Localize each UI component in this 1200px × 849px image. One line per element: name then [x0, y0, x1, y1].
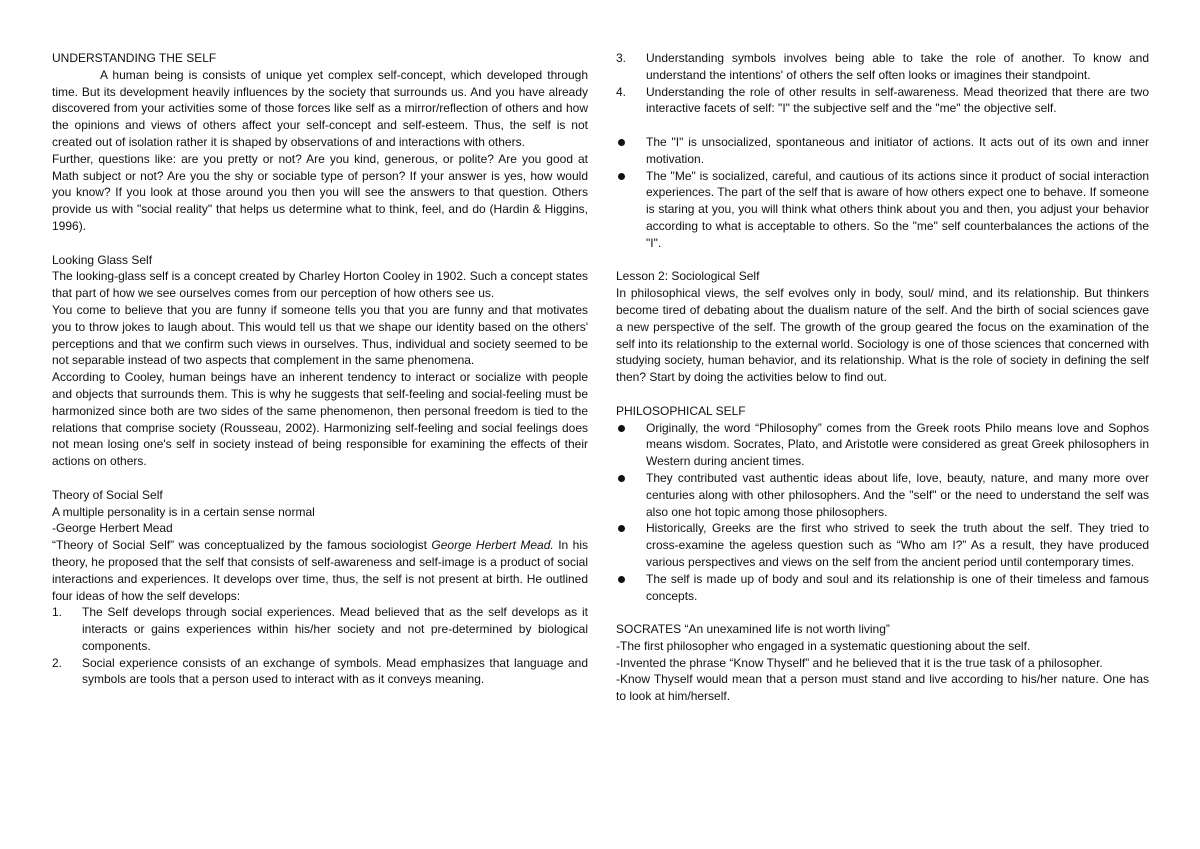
socrates-line: -The first philosopher who engaged in a systematic questioning about the self.: [616, 638, 1031, 653]
list-item: 2. Social experience consists of an exchange of symbols. Mead emphasizes that language and symbols are tools that a person used to interact with as it conveys meaning.: [52, 655, 588, 687]
lesson2-paragraph: In philosophical views, the self evolves only in body, soul/ mind, and its relationship. But thinkers become tired of debating about the dualism nature of the self. And the birth of social sciences gave a new perspective of the self. The growth of the group geared the focus on the examination of the self into its relationship to the external world. Sociology is one of those sciences that concerned with studying society, human behavior, and its relationship. What is the role of society in defining the self then? Start by doing the activities below to find out.: [616, 286, 1149, 385]
looking-glass-paragraph-2: You come to believe that you are funny if someone tells you that you are funny and that motivates you to throw jokes to laugh about. This would tell us that we shape our identity based on the others' perceptions and that we confirm such views in ourselves. Thus, individual and society seemed to be not separable instead of two aspects that complement in the same phenomena.: [52, 302, 588, 368]
bullet-icon: [618, 139, 625, 146]
socrates-line: -Invented the phrase “Know Thyself” and he believed that it is the true task of a philosopher.: [616, 655, 1103, 670]
philosophical-self-bullets: [616, 420, 1149, 605]
bullet-item: The self is made up of body and soul and its relationship is one of their timeless and famous concepts.: [616, 571, 1149, 605]
bullet-icon: [618, 425, 625, 432]
i-me-bullets: [616, 134, 1149, 252]
social-self-author: -George Herbert Mead: [52, 521, 173, 536]
section-title: UNDERSTANDING THE SELF: [52, 51, 217, 65]
looking-glass-paragraph-1: The looking-glass self is a concept created by Charley Horton Cooley in 1902. Such a concept states that part of how we see ourselves comes from our perception of how others see us.: [52, 269, 588, 301]
bullet-item: Originally, the word “Philosophy” comes from the Greek roots Philo means love and Sophos means wisdom. Socrates, Plato, and Aristotle were considered as great Greek philosophers in Western during ancient times.: [616, 420, 1149, 470]
self-development-list-continued: [616, 50, 1149, 117]
lesson2-heading: Lesson 2: Sociological Self: [616, 269, 760, 284]
bullet-item: The "I" is unsocialized, spontaneous and initiator of actions. It acts out of its own and inner motivation.: [616, 134, 1149, 168]
list-item: 1. The Self develops through social experiences. Mead believed that as the self develops as it interacts or gains experiences within his/her society and not pre-determined by biological components.: [52, 605, 588, 653]
right-column: [616, 50, 1149, 705]
bullet-item: The "Me" is socialized, careful, and cautious of its actions since it product of social interaction experiences. The part of the self that is aware of how others expect one to behave. If someone is staring at you, you will think what others think about you and then, you adjust your behavior according to what is acceptable to others. So the "me" self counterbalances the actions of the "I".: [616, 168, 1149, 252]
looking-glass-paragraph-3: According to Cooley, human beings have an inherent tendency to interact or socialize with people and objects that surrounds them. This is why he suggests that self-feeling and social-feeling must be harmonized since both are two sides of the same phenomenon, then personal freedom is tied to the relations that comprise society (Rousseau, 2002). Harmonizing self-feeling and social feelings does not mean losing one's self in society instead of being responsible for examining the effects of their actions on others.: [52, 370, 588, 469]
mead-name: George Herbert Mead.: [431, 538, 554, 553]
socrates-line: -Know Thyself would mean that a person must stand and live according to his/her nature. One has to look at him/herself.: [616, 672, 1149, 704]
bullet-item: They contributed vast authentic ideas about life, love, beauty, nature, and many more over centuries along with other philosophers. And the "self" or the need to understand the self was also one hot topic among those philosophers.: [616, 470, 1149, 520]
bullet-icon: [618, 525, 625, 532]
socrates-heading: SOCRATES “An unexamined life is not worth living”: [616, 622, 890, 637]
social-self-heading: Theory of Social Self: [52, 487, 163, 502]
list-item: 3. Understanding symbols involves being able to take the role of another. To know and understand the intentions' of others the self often looks or imagines their standpoint.: [616, 51, 1149, 82]
bullet-item: Historically, Greeks are the first who strived to seek the truth about the self. They tried to cross-examine the ageless question such as “Who am I?” As a result, they have produced various perspectives and views on the self from the ancient period until contemporary times.: [616, 520, 1149, 570]
left-column: [52, 50, 588, 688]
bullet-icon: [618, 173, 625, 180]
bullet-icon: [618, 475, 625, 482]
self-development-list: [52, 604, 588, 688]
intro-paragraph-1: A human being is consists of unique yet complex self-concept, which developed through time. But its development heavily influences by the society that surrounds us. And you have already discovered from your activities some of those forces like self as a mirror/reflection of others and how the opinions and views of others affect your self-concept and self-esteem. Thus, the self is not created out of isolation rather it is shaped by observations of and interactions with others.: [52, 67, 588, 149]
bullet-icon: [618, 576, 625, 583]
social-self-quote: A multiple personality is in a certain sense normal: [52, 504, 315, 519]
list-item: 4. Understanding the role of other results in self-awareness. Mead theorized that there are two interactive facets of self: "I" the subjective self and the "me" the objective self.: [616, 84, 1149, 116]
looking-glass-heading: Looking Glass Self: [52, 252, 153, 267]
social-self-paragraph: “Theory of Social Self” was conceptualized by the famous sociologist George Herbert Mead. In his theory, he proposed that the self that consists of self-awareness and self-image is a product of social interactions and experiences. It develops over time, thus, the self is not present at birth. He outlined four ideas of how the self develops:: [52, 538, 588, 603]
intro-paragraph-2: Further, questions like: are you pretty or not? Are you kind, generous, or polite? Are you good at Math subject or not? Are you the shy or sociable type of person? If your answer is yes, how would you know? If you look at those around you then you will see the answers to that question. Others provide us with "social reality" that helps us determine what to think, feel, and do (Hardin & Higgins, 1996).: [52, 151, 588, 233]
philosophical-self-heading: PHILOSOPHICAL SELF: [616, 403, 746, 418]
